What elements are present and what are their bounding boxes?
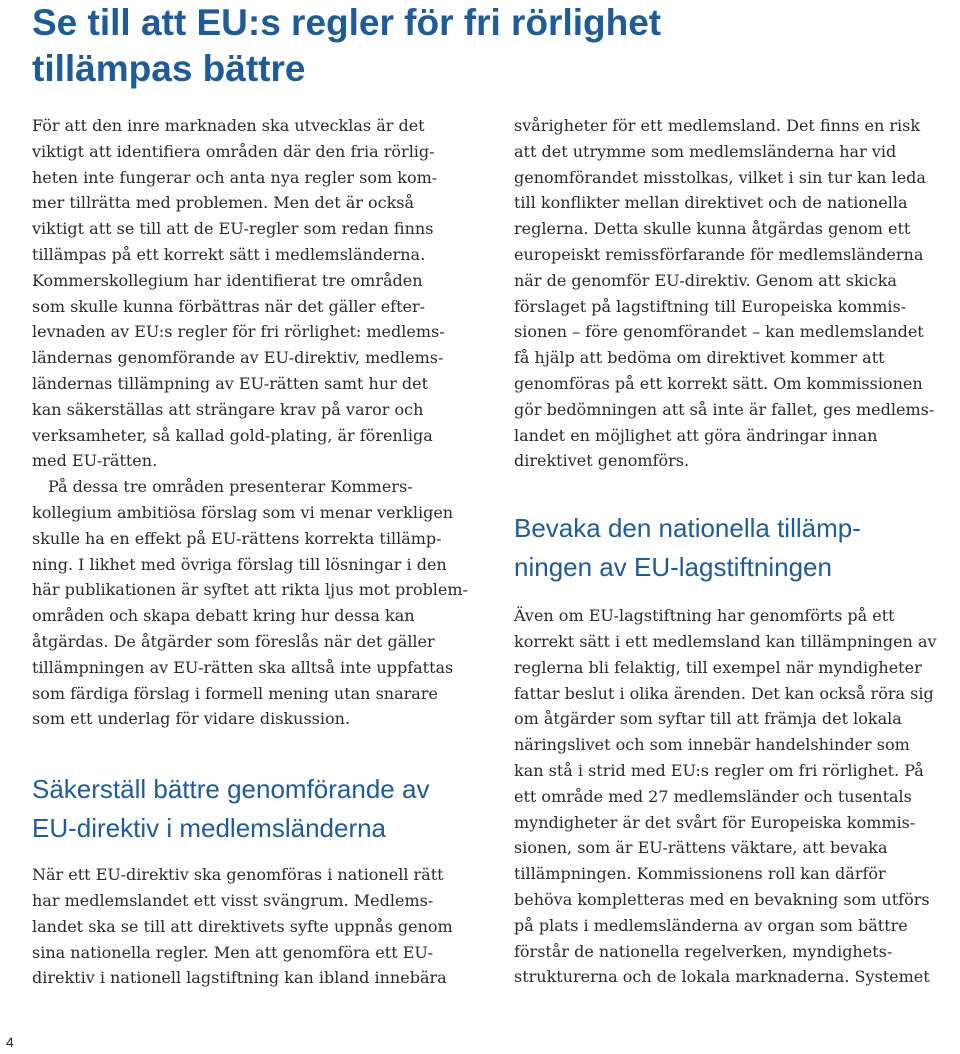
application-paragraph: Även om EU-lagstiftning har genomförts på ett korrekt sätt i ett medlemsland kan tillämpningen av reglerna bli felaktig, till exempel när myndigheter fattar beslut i olika ärenden. Det kan också röra sig om åtgärder som syftar till att främja det lokala näringslivet och som innebär handelshinder som kan stå i strid med EU:s regler om fri rörlighet. På ett område med 27 medlemsländer och tusentals myndigheter är det svårt för Europeiska kommis- sionen, som är EU-rättens väktare, att bevaka tillämpningen. Kommissionens roll kan därför behöva kompletteras med en bevakning som utförs på plats i medlemsländerna av organ som bättre förstår de nationella regelverken, myndighets- strukturerna och de lokala marknaderna. Systemet: [514, 606, 937, 987]
section-heading-application: Bevaka den nationella tillämp- ningen av EU-lagstiftningen: [514, 513, 861, 583]
directives-paragraph: När ett EU-direktiv ska genomföras i nationell rätt har medlemslandet ett visst svängrum. Medlems- landet ska se till att direktivets syfte uppnås genom sina nationella regler. Men att genomföra ett EU- direktiv i nationell lagstiftning kan ibland innebära: [32, 865, 453, 988]
section-heading-directives: Säkerställ bättre genomförande av EU-direktiv i medlemsländerna: [32, 774, 430, 844]
page-number: 4: [6, 1034, 14, 1050]
left-column: [32, 113, 490, 991]
proposals-paragraph: På dessa tre områden presenterar Kommers- kollegium ambitiösa förslag som vi menar verkligen skulle ha en effekt på EU-rättens korrekta tillämp- ning. I likhet med övriga förslag till lösningar i den här publikationen är syftet att rikta ljus mot problem- områden och skapa debatt kring hur dessa kan åtgärdas. De åtgärder som föreslås när det gäller tillämpningen av EU-rätten ska alltså inte uppfattas som färdiga förslag i formell mening utan snarare som ett underlag för vidare diskussion.: [32, 477, 468, 729]
directives-paragraph-continued: svårigheter för ett medlemsland. Det finns en risk att det utrymme som medlemsländerna har vid genomförandet misstolkas, vilket i sin tur kan leda till konflikter mellan direktivet och de nationella reglerna. Detta skulle kunna åtgärdas genom ett europeiskt remissförfarande för medlemsländerna när de genomför EU-direktiv. Genom att skicka förslaget på lagstiftning till Europeiska kommis- sionen – före genomförandet – kan medlemslandet få hjälp att bedöma om direktivet kommer att genomföras på ett korrekt sätt. Om kommissionen gör bedömningen att så inte är fallet, ges medlems- landet en möjlighet att göra ändringar innan direktivet genomförs.: [514, 116, 935, 471]
intro-paragraph: För att den inre marknaden ska utvecklas är det viktigt att identifiera områden där den fria rörlig- heten inte fungerar och anta nya regler som kom- mer tillrätta med problemen. Men det är också viktigt att se till att de EU-regler som redan finns tillämpas på ett korrekt sätt i medlemsländerna. Kommerskollegium har identifierat tre områden som skulle kunna förbättras när det gäller efter- levnaden av EU:s regler för fri rörlighet: medlems- ländernas genomförande av EU-direktiv, medlems- ländernas tillämpning av EU-rätten samt hur det kan säkerställas att strängare krav på varor och verksamheter, så kallad gold-plating, är förenliga med EU-rätten.: [32, 116, 445, 471]
page-title: Se till att EU:s regler för fri rörlighet tillämpas bättre: [32, 2, 662, 89]
right-column: [514, 113, 960, 990]
